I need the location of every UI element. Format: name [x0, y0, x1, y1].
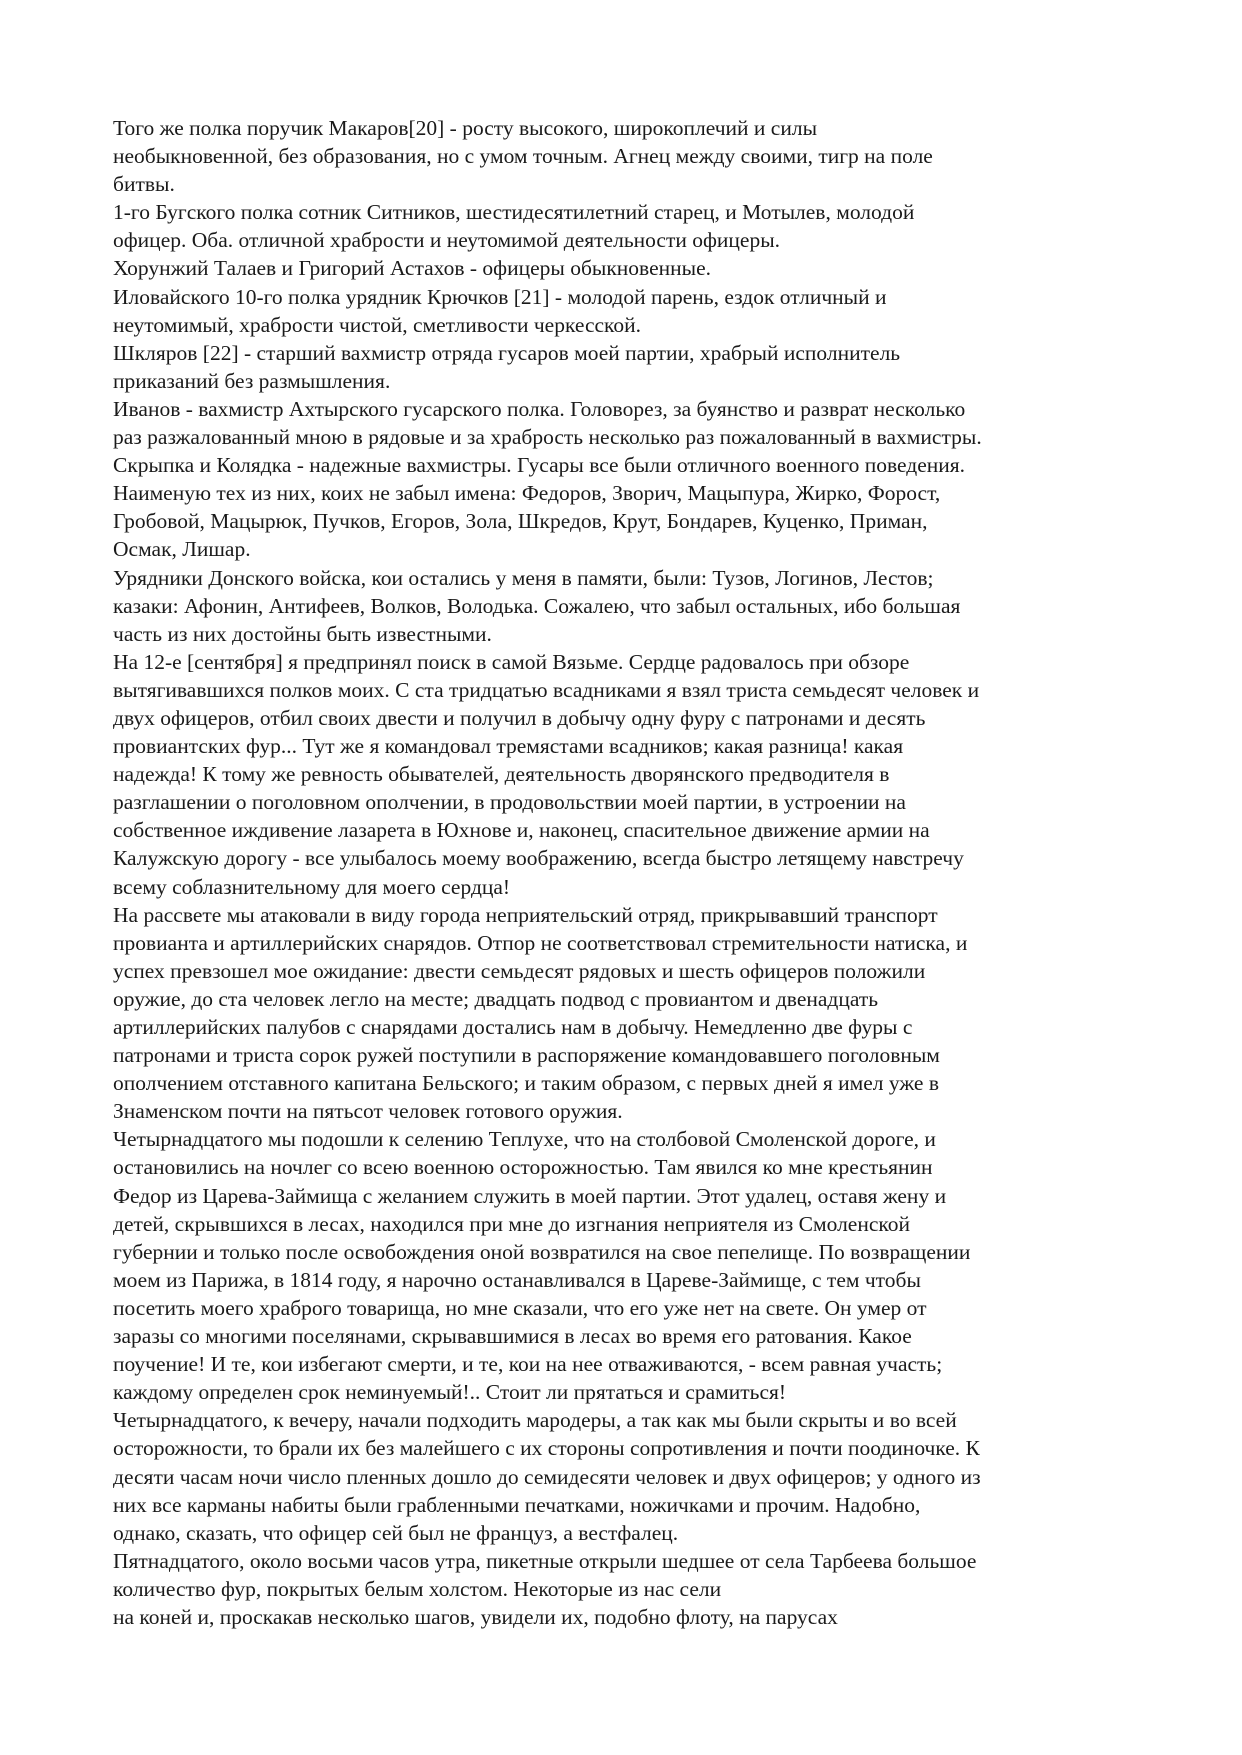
text-line: Калужскую дорогу - все улыбалось моему воображению, всегда быстро летящему навстречу: [113, 846, 964, 871]
text-line: Того же полка поручик Макаров[20] - росту высокого, широкоплечий и силы: [113, 116, 818, 140]
text-line: двух офицеров, отбил своих двести и получил в добычу одну фуру с патронами и десять: [113, 705, 926, 730]
text-line: офицер. Оба. отличной храбрости и неутомимой деятельности офицеры.: [113, 228, 781, 253]
text-line: Знаменском почти на пятьсот человек готового оружия.: [113, 1099, 623, 1124]
text-line: успех превзошел мое ожидание: двести семьдесят рядовых и шесть офицеров положили: [113, 958, 926, 983]
text-line: битвы.: [113, 172, 175, 197]
text-line: Четырнадцатого, к вечеру, начали подходить мародеры, а так как мы были скрыты и во всей: [113, 1408, 957, 1433]
text-line: казаки: Афонин, Антифеев, Волков, Володька. Сожалею, что забыл остальных, ибо большая: [113, 593, 961, 618]
text-line: необыкновенной, без образования, но с умом точным. Агнец между своими, тигр на поле: [113, 144, 933, 169]
text-line: количество фур, покрытых белым холстом. Некоторые из нас сели: [113, 1576, 722, 1601]
text-line: провианта и артиллерийских снарядов. Отпор не соответствовал стремительности натиска, и: [113, 930, 968, 955]
text-line: Наименую тех из них, коих не забыл имена: Федоров, Зворич, Мацыпура, Жирко, Форост,: [113, 481, 941, 506]
text-line: губернии и только после освобождения оной возвратился на свое пепелище. По возвращении: [113, 1239, 971, 1264]
text-line: неутомимый, храбрости чистой, сметливости черкесской.: [113, 312, 642, 337]
text-line: детей, скрывшихся в лесах, находился при мне до изгнания неприятеля из Смоленской: [113, 1211, 911, 1236]
text-line: посетить моего храброго товарища, но мне сказали, что его уже нет на свете. Он умер от: [113, 1295, 927, 1320]
text-line: Гробовой, Мацырюк, Пучков, Егоров, Зола, Шкредов, Крут, Бондарев, Куценко, Приман,: [113, 509, 928, 534]
text-line: разглашении о поголовном ополчении, в продовольствии моей партии, в устроении на: [113, 790, 906, 815]
text-line: раз разжалованный мною в рядовые и за храбрость несколько раз пожалованный в вахмистры.: [113, 425, 982, 450]
text-line: на коней и, проскакав несколько шагов, увидели их, подобно флоту, на парусах: [113, 1604, 838, 1629]
text-line: ополчением отставного капитана Бельского; и таким образом, с первых дней я имел уже в: [113, 1071, 939, 1096]
text-line: 1-го Бугского полка сотник Ситников, шестидесятилетний старец, и Мотылев, молодой: [113, 200, 915, 225]
text-line: всему соблазнительному для моего сердца!: [113, 874, 511, 899]
text-line: осторожности, то брали их без малейшего с их стороны сопротивления и почти поодиночке. К: [113, 1436, 980, 1461]
text-line: вытягивавшихся полков моих. С ста тридцатью всадниками я взял триста семьдесят человек и: [113, 677, 980, 702]
text-line: приказаний без размышления.: [113, 368, 391, 393]
text-line: Урядники Донского войска, кои остались у меня в памяти, были: Тузов, Логинов, Лестов;: [113, 565, 934, 590]
text-line: однако, сказать, что офицер сей был не француз, а вестфалец.: [113, 1520, 679, 1545]
text-line: каждому определен срок неминуемый!.. Стоит ли прятаться и срамиться!: [113, 1380, 787, 1405]
text-line: десяти часам ночи число пленных дошло до семидесяти человек и двух офицеров; у одного из: [113, 1464, 981, 1489]
text-line: часть из них достойны быть известными.: [113, 621, 492, 646]
text-line: моем из Парижа, в 1814 году, я нарочно останавливался в Цареве-Займище, с тем чтобы: [113, 1267, 921, 1292]
text-line: Хорунжий Талаев и Григорий Астахов - офицеры обыкновенные.: [113, 256, 712, 281]
text-line: Осмак, Лишар.: [113, 537, 251, 562]
text-line: поучение! И те, кои избегают смерти, и те, кои на нее отваживаются, - всем равная участь;: [113, 1352, 943, 1377]
text-line: Скрыпка и Колядка - надежные вахмистры. Гусары все были отличного военного поведения.: [113, 453, 966, 478]
text-line: них все карманы набиты были грабленными печатками, ножичками и прочим. Надобно,: [113, 1492, 921, 1517]
text-line: Федор из Царева-Займища с желанием служить в моей партии. Этот удалец, оставя жену и: [113, 1183, 947, 1208]
text-line: Иловайского 10-го полка урядник Крючков [21] - молодой парень, ездок отличный и: [113, 284, 887, 309]
text-line: провиантских фур... Тут же я командовал тремястами всадников; какая разница! какая: [113, 734, 904, 759]
text-line: надежда! К тому же ревность обывателей, деятельность дворянского предводителя в: [113, 762, 890, 787]
text-line: заразы со многими поселянами, скрывавшимися в лесах во время его ратования. Какое: [113, 1324, 912, 1349]
text-line: артиллерийских палубов с снарядами достались нам в добычу. Немедленно две фуры с: [113, 1015, 913, 1039]
text-line: Пятнадцатого, около восьми часов утра, пикетные открыли шедшее от села Тарбеева большое: [113, 1548, 977, 1573]
text-line: На 12-е [сентября] я предпринял поиск в самой Вязьме. Сердце радовалось при обзоре: [113, 649, 910, 674]
body-text: [113, 114, 1143, 1631]
text-line: На рассвете мы атаковали в виду города неприятельский отряд, прикрывавший транспорт: [113, 902, 938, 927]
text-line: собственное иждивение лазарета в Юхнове и, наконец, спасительное движение армии на: [113, 818, 930, 843]
text-line: Шкляров [22] - старший вахмистр отряда гусаров моей партии, храбрый исполнитель: [113, 340, 901, 365]
text-line: Иванов - вахмистр Ахтырского гусарского полка. Головорез, за буянство и разврат несколько: [113, 396, 966, 421]
text-line: оружие, до ста человек легло на месте; двадцать подвод с провиантом и двенадцать: [113, 986, 879, 1011]
text-line: остановились на ночлег со всею военною осторожностью. Там явился ко мне крестьянин: [113, 1155, 933, 1180]
text-line: патронами и триста сорок ружей поступили в распоряжение командовавшего поголовным: [113, 1043, 940, 1068]
text-line: Четырнадцатого мы подошли к селению Теплухе, что на столбовой Смоленской дороге, и: [113, 1127, 936, 1152]
